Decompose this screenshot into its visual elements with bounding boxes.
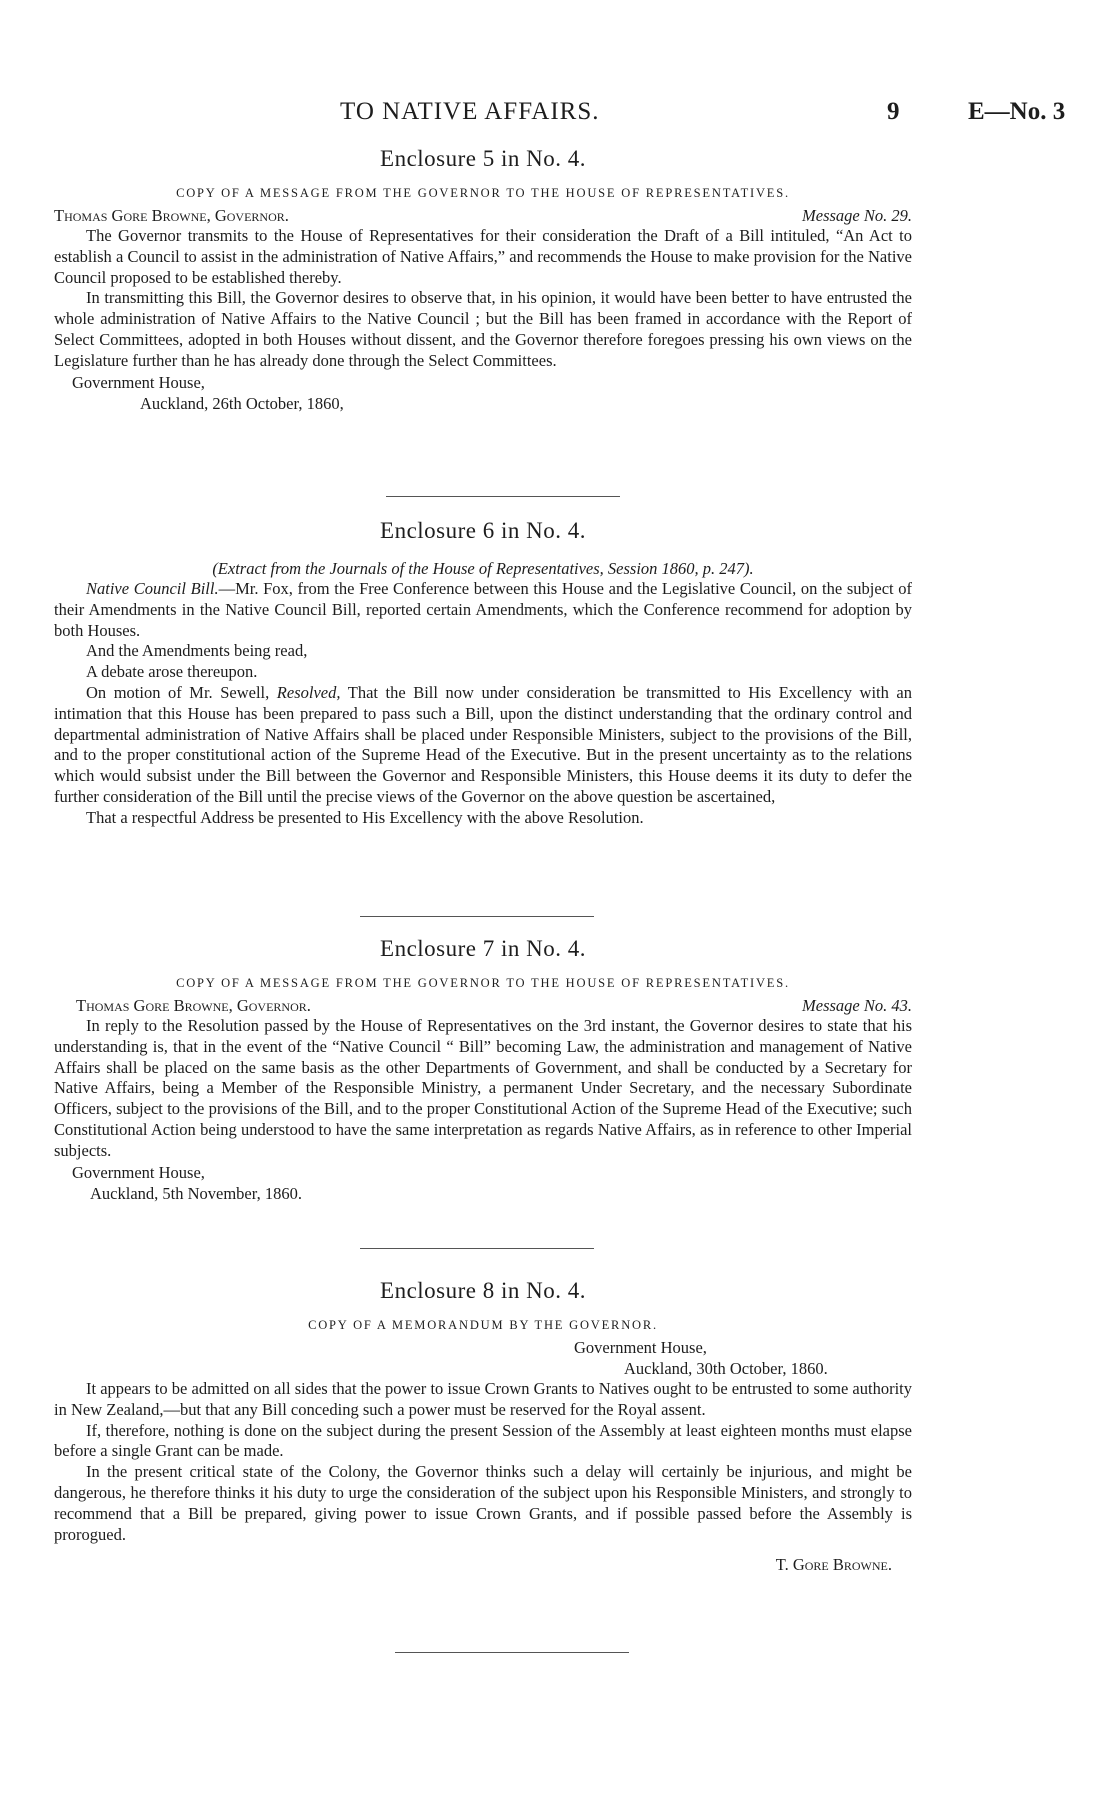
- enclosure-6-paragraph-1-text: —Mr. Fox, from the Free Conference between this House and the Legislative Council, on the subject of their Amendments in the Native Council Bill, reported certain Amendments, which the Conference recommend for adoption by both Houses.: [54, 579, 912, 640]
- enclosure-7: [54, 936, 912, 1204]
- enclosure-8: [54, 1278, 912, 1575]
- enclosure-7-message-no: Message No. 43.: [802, 996, 912, 1015]
- enclosure-6-line-2: And the Amendments being read,: [86, 641, 308, 661]
- enclosure-6-title: Enclosure 6 in No. 4.: [380, 518, 586, 543]
- enclosure-8-date: Auckland, 30th October, 1860.: [624, 1359, 828, 1378]
- enclosure-8-caption: COPY OF A MEMORANDUM BY THE GOVERNOR.: [308, 1318, 658, 1332]
- motion-text: That the Bill now under consideration be transmitted to His Excellency with an intimation that this House has been prepared to pass such a Bill, upon the distinct understanding that the ordinary control and departmental administration of Native Affairs shall be placed under Responsible Ministers, subject to the provisions of the Bill, and to the proper constitutional action of the Supreme Head of the Executive. But in the present uncertainty as to the relations which would subsist under the Bill between the Governor and Responsible Ministers, this House deems it its duty to defer the further consideration of the Bill until the precise views of the Governor on the above question be ascertained,: [54, 682, 913, 806]
- enclosure-8-title: Enclosure 8 in No. 4.: [380, 1278, 586, 1303]
- enclosure-6-last-line: That a respectful Address be presented to His Excellency with the above Resolution.: [86, 807, 644, 827]
- enclosure-8-place: Government House,: [574, 1338, 707, 1357]
- page-header: [0, 98, 1114, 132]
- enclosure-8-signature: T. Gore Browne.: [775, 1555, 892, 1575]
- enclosure-7-paragraph-1: In reply to the Resolution passed by the House of Representatives on the 3rd instant, the Governor desires to state that his understanding is, that in the event of the “Native Council “ Bill” becoming Law, the administration and management of Native Affairs shall be placed on the same basis as the other Departments of Government, and shall be conducted by a Secretary for Native Affairs, being a Member of the Responsible Ministry, a permanent Under Secretary, and the necessary Subordinate Officers, subject to the provisions of the Bill, and to the proper Constitutional Action of the Supreme Head of the Executive; such Constitutional Action being understood to have the same interpretation as regards Native Affairs, as in reference to other Imperial subjects.: [54, 1016, 912, 1160]
- enclosure-5-date: Auckland, 26th October, 1860,: [140, 393, 344, 413]
- enclosure-6: [54, 518, 912, 829]
- divider-rule: [386, 496, 620, 497]
- divider-rule: [395, 1652, 629, 1653]
- enclosure-5-paragraph-2: In transmitting this Bill, the Governor desires to observe that, in his opinion, it would have been better to have entrusted the whole administration of Native Affairs to the Native Council ; but the Bill has been framed in accordance with the Report of Select Committees, adopted in both Houses without dissent, and the Governor therefore foregoes pressing his own views on the Legislature further than he has already done through the Select Committees.: [54, 288, 912, 370]
- divider-rule: [360, 916, 594, 917]
- enclosure-6-paragraph-1: [54, 579, 912, 641]
- enclosure-7-date: Auckland, 5th November, 1860.: [90, 1183, 302, 1203]
- enclosure-6-line-3: A debate arose thereupon.: [86, 662, 258, 682]
- divider-rule: [360, 1248, 594, 1249]
- enclosure-5: [54, 146, 912, 414]
- enclosure-7-caption: COPY OF A MESSAGE FROM THE GOVERNOR TO THE HOUSE OF REPRESENTATIVES.: [176, 976, 790, 990]
- enclosure-8-paragraph-1: It appears to be admitted on all sides that the power to issue Crown Grants to Natives ought to be entrusted to some authority in New Zealand,—but that any Bill conceding such a power must be reserved for the Royal assent.: [54, 1379, 912, 1419]
- enclosure-5-signer: Thomas Gore Browne, Governor.: [54, 206, 289, 225]
- enclosure-7-signer: Thomas Gore Browne, Governor.: [76, 996, 311, 1015]
- enclosure-5-paragraph-1: The Governor transmits to the House of Representatives for their consideration the Draft of a Bill intituled, “An Act to establish a Council to assist in the administration of Native Affairs,” and recommends the House to make provision for the Native Council proposed to be established thereby.: [54, 226, 912, 287]
- enclosure-7-place: Government House,: [72, 1162, 205, 1182]
- enclosure-8-paragraph-3: In the present critical state of the Colony, the Governor thinks such a delay will certainly be injurious, and might be dangerous, he therefore thinks it his duty to urge the consideration of the subject upon his Responsible Ministers, and strongly to recommend that a Bill be prepared, giving power to issue Crown Grants, and if possible passed before the Assembly is prorogued.: [54, 1462, 912, 1544]
- page-number: 9: [887, 98, 900, 125]
- enclosure-7-signer-line: [54, 995, 912, 1016]
- enclosure-5-message-no: Message No. 29.: [802, 206, 912, 225]
- enclosure-6-motion: [54, 683, 912, 808]
- resolved-label: Resolved,: [276, 682, 341, 702]
- enclosure-5-caption: COPY OF A MESSAGE FROM THE GOVERNOR TO THE HOUSE OF REPRESENTATIVES.: [176, 186, 790, 200]
- enclosure-8-address: [54, 1337, 912, 1379]
- enclosure-5-title: Enclosure 5 in No. 4.: [380, 146, 586, 171]
- enclosure-5-place: Government House,: [72, 372, 205, 392]
- enclosure-6-extract-note: (Extract from the Journals of the House of Representatives, Session 1860, p. 247).: [212, 559, 754, 578]
- enclosure-8-paragraph-2: If, therefore, nothing is done on the subject during the present Session of the Assembly at least eighteen months must elapse before a single Grant can be made.: [54, 1420, 912, 1461]
- bill-name: Native Council Bill.: [86, 579, 219, 598]
- enclosure-5-signer-line: [54, 205, 912, 226]
- enclosure-7-title: Enclosure 7 in No. 4.: [380, 936, 586, 961]
- motion-intro: On motion of Mr. Sewell,: [86, 682, 270, 702]
- document-reference: E—No. 3: [968, 98, 1066, 125]
- running-title: TO NATIVE AFFAIRS.: [340, 98, 600, 125]
